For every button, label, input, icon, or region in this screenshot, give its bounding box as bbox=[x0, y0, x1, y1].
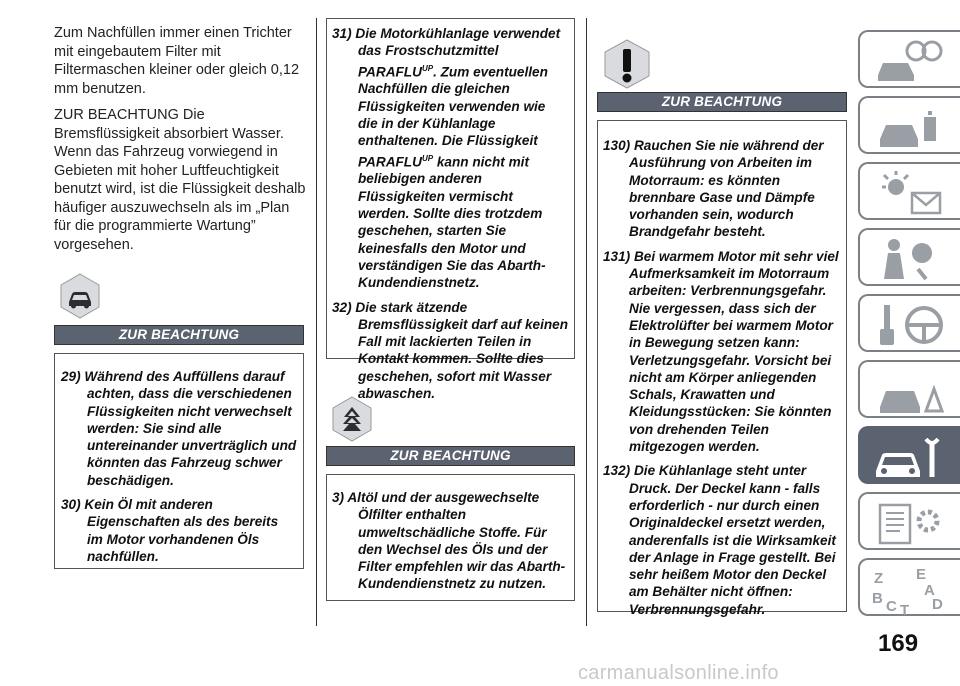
warning-box-car bbox=[54, 353, 304, 569]
paragraph-brake-fluid: ZUR BEACHTUNG Die Bremsflüssigkeit absorbiert Wasser. Wenn das Fahrzeug vorwiegend in Gebieten mit hoher Luftfeuchtigkeit benutzt wird, ist die Flüssigkeit deshalb häufiger auszuwechseln als im „Plan für die programmierte Wartung” vorgesehen. bbox=[54, 107, 306, 253]
tab-lights-messages[interactable] bbox=[858, 162, 960, 220]
index-letter-e: E bbox=[916, 566, 927, 583]
superscript-up-1: UP bbox=[421, 63, 434, 73]
key-steering-icon bbox=[870, 301, 950, 349]
tab-emergency[interactable] bbox=[858, 360, 960, 418]
environment-icon bbox=[330, 395, 374, 443]
index-letter-a: A bbox=[924, 582, 935, 599]
warning-item-3: 3) Altöl und der ausgewechselte Ölfilter enthalten umweltschädliche Stoffe. Für den Wechsel des Öls und der Filter empfehlen wir das Abarth-Kundendienstnetz zu nutzen. bbox=[332, 490, 566, 592]
tab-safety[interactable] bbox=[858, 228, 960, 286]
index-alphabet-icon bbox=[870, 565, 950, 617]
warning-item-131: 131) Bei warmem Motor mit sehr viel Aufmerksamkeit im Motorraum arbeiten: Verbrennungsgefahr. Nie vergessen, dass sich der Elektrolüfter bei warmem Motor in Bewegung setzen kann: Verletzungsgefahr. Vorsicht bei nicht am Körper anliegenden Schals, Krawatten und Kleidungsstücken: Sie könnten von drehenden Teilen mitgezogen werden. bbox=[603, 248, 839, 455]
index-letter-t: T bbox=[900, 602, 910, 617]
warning-item-31: 31) Die Motorkühlanlage verwendet das Frostschutzmittel $PARAFLU^{UP}$. Zum eventuellen Nachfüllen die gleichen Flüssigkeiten verwenden wie die in der Kühlanlage enthaltenen. Die Flüssigkeit $PARAFLU^{UP}$ kann nicht mit beliebigen anderen Flüssigkeiten vermischt werden. Sollte dies trotzdem geschehen, starten Sie keinesfalls den Motor und verständigen Sie das Abarth-Kundendienstnetz. bbox=[332, 26, 561, 291]
warning-title-bar-car: ZUR BEACHTUNG bbox=[54, 325, 304, 345]
index-letter-c: C bbox=[886, 598, 897, 615]
car-warning-icon bbox=[58, 272, 102, 320]
warning-title-bar-danger: ZUR BEACHTUNG bbox=[597, 92, 847, 112]
warning-box-danger bbox=[597, 120, 847, 617]
tab-index[interactable] bbox=[858, 558, 960, 616]
warning-title-bar-environment: ZUR BEACHTUNG bbox=[326, 446, 575, 466]
tab-dashboard[interactable] bbox=[858, 30, 960, 88]
column-rule-left bbox=[316, 18, 317, 626]
car-info-icon bbox=[870, 103, 950, 151]
tab-service-maintenance[interactable] bbox=[858, 426, 960, 484]
index-letter-z: Z bbox=[874, 570, 884, 587]
warning-box-coolant bbox=[326, 18, 575, 401]
tab-starting-driving[interactable] bbox=[858, 294, 960, 352]
car-service-icon bbox=[870, 433, 950, 481]
tab-car-info[interactable] bbox=[858, 96, 960, 154]
roadside-emergency-icon bbox=[870, 367, 950, 415]
column-rule-right bbox=[586, 18, 587, 626]
warning-box-environment bbox=[326, 474, 575, 601]
warning-item-30: 30) Kein Öl mit anderen Eigenschaften als des bereits im Motor vorhandenen Öls nachfüllen. bbox=[61, 497, 279, 564]
warning-item-32: 32) Die stark ätzende Bremsflüssigkeit darf auf keinen Fall mit lackierten Teilen in Kontakt kommen. Sollte dies geschehen, sofort mit Wasser abwaschen. bbox=[332, 299, 569, 401]
airbag-safety-icon bbox=[870, 235, 950, 283]
dashboard-car-icon bbox=[870, 37, 950, 85]
paragraph-funnel: Zum Nachfüllen immer einen Trichter mit eingebautem Filter mit Filtermaschen kleiner oder gleich 0,12 mm benutzen. bbox=[54, 25, 300, 97]
watermark: carmanualsonline.info bbox=[578, 662, 779, 684]
exclamation-warning-icon bbox=[602, 38, 652, 90]
warning-item-130: 130) Rauchen Sie nie während der Ausführung von Arbeiten im Motorraum: es könnten brennbare Gase und Dämpfe vorhanden sein, wodurch Brandgefahr besteht. bbox=[603, 138, 824, 240]
warning-item-132: 132) Die Kühlanlage steht unter Druck. Der Deckel kann - falls erforderlich - nur durch einen Originaldeckel ersetzt werden, anderenfalls ist die Wirksamkeit der Anlage in Frage gestellt. Bei sehr heißem Motor den Deckel am Behälter nicht öffnen: Verbrennungsgefahr. bbox=[603, 463, 836, 617]
warning-item-29: 29) Während des Auffüllens darauf achten, dass die verschiedenen Flüssigkeiten nicht verwechselt werden: Sie sind alle untereinander unverträglich und könnten das Fahrzeug schwer beschädigen. bbox=[61, 369, 297, 488]
page-number: 169 bbox=[878, 630, 919, 657]
specs-gear-icon bbox=[870, 499, 950, 547]
superscript-up-2: UP bbox=[421, 153, 434, 163]
tab-technical-specs[interactable] bbox=[858, 492, 960, 550]
index-letter-b: B bbox=[872, 590, 883, 607]
index-letter-d: D bbox=[932, 596, 943, 613]
left-column-text bbox=[54, 24, 306, 262]
lights-message-icon bbox=[870, 169, 950, 217]
